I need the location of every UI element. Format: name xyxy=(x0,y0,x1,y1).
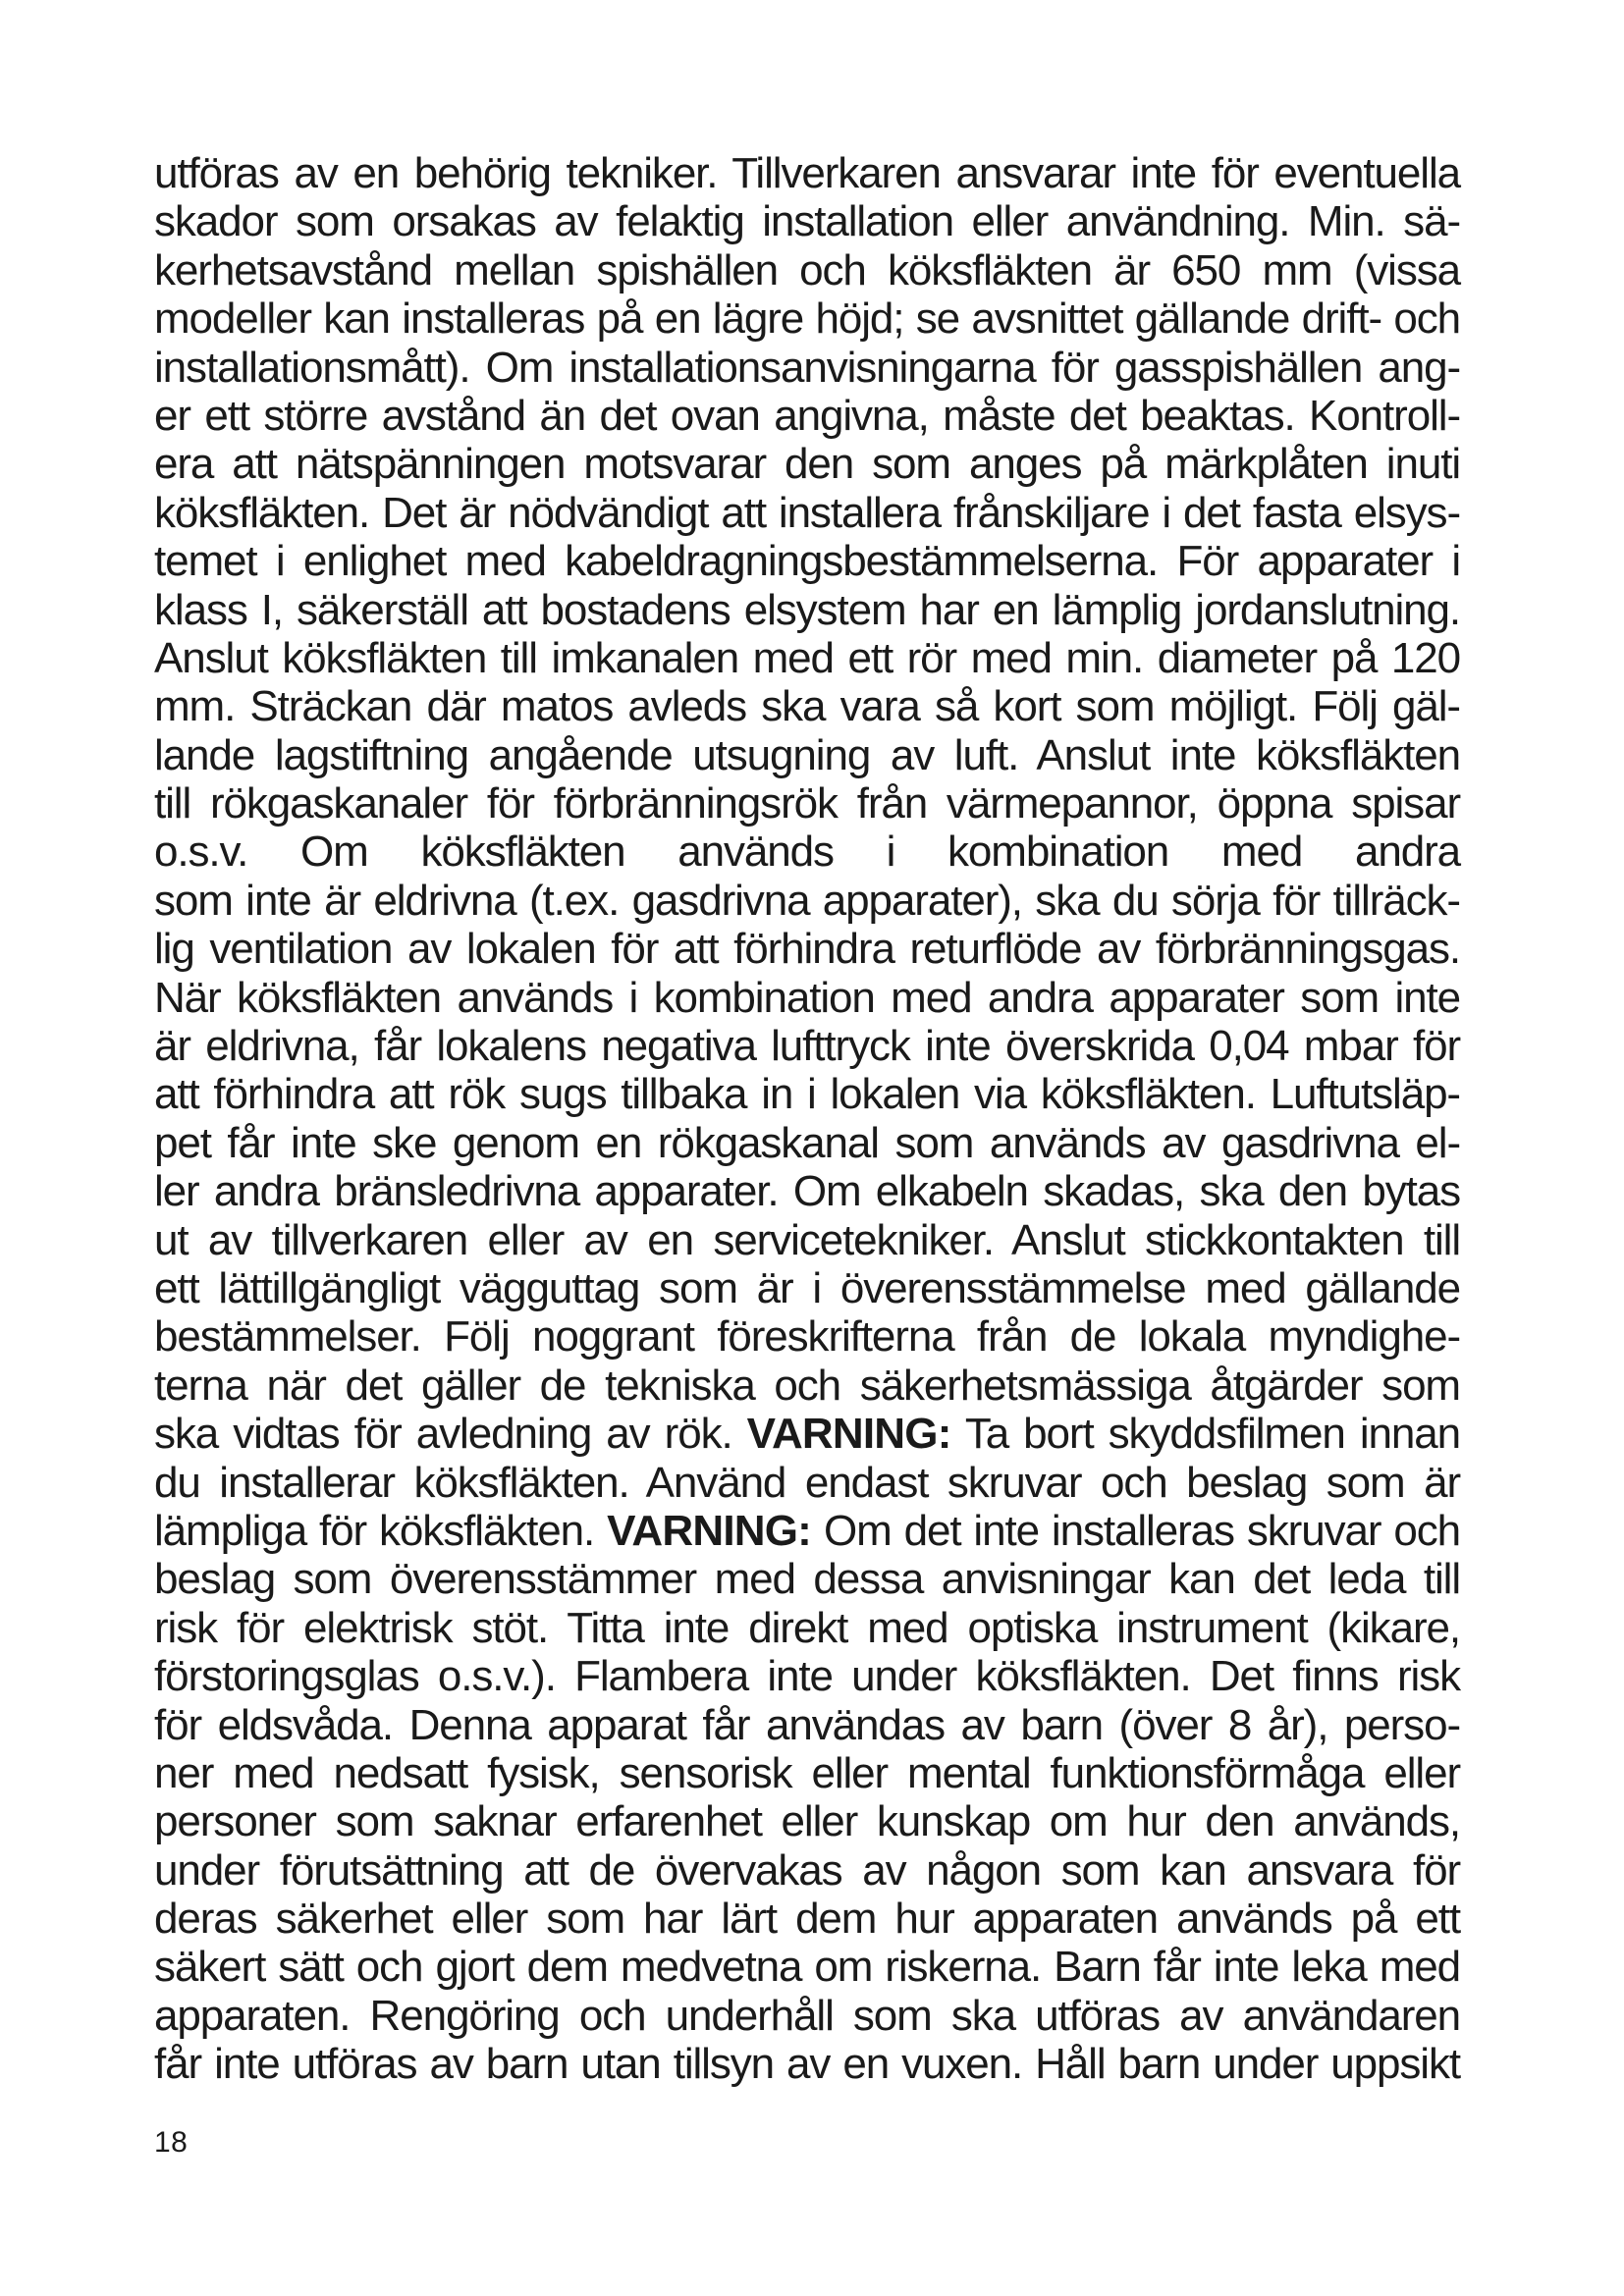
text-fragment: Om det inte installeras skruvar och xyxy=(811,1506,1460,1555)
text-line: får inte utföras av barn utan tillsyn av en vuxen. Håll barn under uppsikt xyxy=(154,2040,1460,2089)
text-line: era att nätspänningen motsvarar den som anges på märkplåten inuti xyxy=(154,440,1460,489)
text-line: utföras av en behörig tekniker. Tillverkaren ansvarar inte för eventuella xyxy=(154,149,1460,197)
text-line: som inte är eldrivna (t.ex. gasdrivna apparater), ska du sörja för tillräck- xyxy=(154,876,1460,925)
text-line: förstoringsglas o.s.v.). Flambera inte under köksfläkten. Det finns risk xyxy=(154,1652,1460,1701)
text-line: klass I, säkerställ att bostadens elsystem har en lämplig jordanslutning. xyxy=(154,585,1460,634)
text-line: kerhetsavstånd mellan spishällen och köksfläkten är 650 mm (vissa xyxy=(154,245,1460,294)
warning-line xyxy=(154,1507,1460,1555)
body-text xyxy=(154,149,1460,2089)
warning-label: VARNING: xyxy=(607,1506,811,1555)
text-line: o.s.v. Om köksfläkten används i kombination med andra xyxy=(154,828,1460,877)
text-fragment: Ta bort skyddsfilmen innan xyxy=(950,1410,1460,1459)
text-fragment: lämpliga för köksfläkten. xyxy=(154,1506,608,1555)
text-line: under förutsättning att de övervakas av någon som kan ansvara för xyxy=(154,1845,1460,1895)
text-line: Anslut köksfläkten till imkanalen med ett rör med min. diameter på 120 xyxy=(154,633,1460,682)
text-line: ner med nedsatt fysisk, sensorisk eller mental funktionsförmåga eller xyxy=(154,1748,1460,1797)
text-line: terna när det gäller de tekniska och säkerhetsmässiga åtgärder som xyxy=(154,1361,1460,1410)
text-line: säkert sätt och gjort dem medvetna om riskerna. Barn får inte leka med xyxy=(154,1943,1460,1992)
text-line: mm. Sträckan där matos avleds ska vara så kort som möjligt. Följ gäl- xyxy=(154,682,1460,731)
text-line: att förhindra att rök sugs tillbaka in i lokalen via köksfläkten. Luftutsläp- xyxy=(154,1070,1460,1119)
text-line: modeller kan installeras på en lägre höjd; se avsnittet gällande drift- och xyxy=(154,294,1460,344)
warning-label: VARNING: xyxy=(746,1410,951,1459)
text-line: ler andra bränsledrivna apparater. Om elkabeln skadas, ska den bytas xyxy=(154,1167,1460,1216)
text-line: lande lagstiftning angående utsugning av luft. Anslut inte köksfläkten xyxy=(154,730,1460,779)
text-line: till rökgaskanaler för förbränningsrök från värmepannor, öppna spisar xyxy=(154,779,1460,828)
text-line: köksfläkten. Det är nödvändigt att installera frånskiljare i det fasta elsys- xyxy=(154,488,1460,537)
text-line: är eldrivna, får lokalens negativa lufttryck inte överskrida 0,04 mbar för xyxy=(154,1022,1460,1071)
page-number: 18 xyxy=(154,2126,189,2159)
text-line: er ett större avstånd än det ovan angivna, måste det beaktas. Kontroll- xyxy=(154,391,1460,440)
text-line: bestämmelser. Följ noggrant föreskrifterna från de lokala myndighe- xyxy=(154,1312,1460,1362)
warning-line xyxy=(154,1410,1460,1458)
text-line: risk för elektrisk stöt. Titta inte direkt med optiska instrument (kikare, xyxy=(154,1603,1460,1652)
text-line: du installerar köksfläkten. Använd endast skruvar och beslag som är xyxy=(154,1458,1460,1507)
text-line: ett lättillgängligt vägguttag som är i överensstämmelse med gällande xyxy=(154,1263,1460,1312)
text-line: personer som saknar erfarenhet eller kunskap om hur den används, xyxy=(154,1797,1460,1846)
text-line: apparaten. Rengöring och underhåll som ska utföras av användaren xyxy=(154,1991,1460,2040)
text-fragment: ska vidtas för avledning av rök. xyxy=(154,1410,747,1459)
text-line: pet får inte ske genom en rökgaskanal som används av gasdrivna el- xyxy=(154,1118,1460,1167)
text-line: lig ventilation av lokalen för att förhindra returflöde av förbränningsgas. xyxy=(154,925,1460,974)
text-line: temet i enlighet med kabeldragningsbestämmelserna. För apparater i xyxy=(154,537,1460,586)
text-line: deras säkerhet eller som har lärt dem hur apparaten används på ett xyxy=(154,1895,1460,1944)
text-line: beslag som överensstämmer med dessa anvisningar kan det leda till xyxy=(154,1555,1460,1604)
text-line: När köksfläkten används i kombination med andra apparater som inte xyxy=(154,973,1460,1022)
text-line: för eldsvåda. Denna apparat får användas av barn (över 8 år), perso- xyxy=(154,1700,1460,1749)
text-line: skador som orsakas av felaktig installation eller användning. Min. sä- xyxy=(154,197,1460,246)
text-line: installationsmått). Om installationsanvisningarna för gasspishällen ang- xyxy=(154,343,1460,392)
text-line: ut av tillverkaren eller av en servicetekniker. Anslut stickkontakten till xyxy=(154,1215,1460,1264)
